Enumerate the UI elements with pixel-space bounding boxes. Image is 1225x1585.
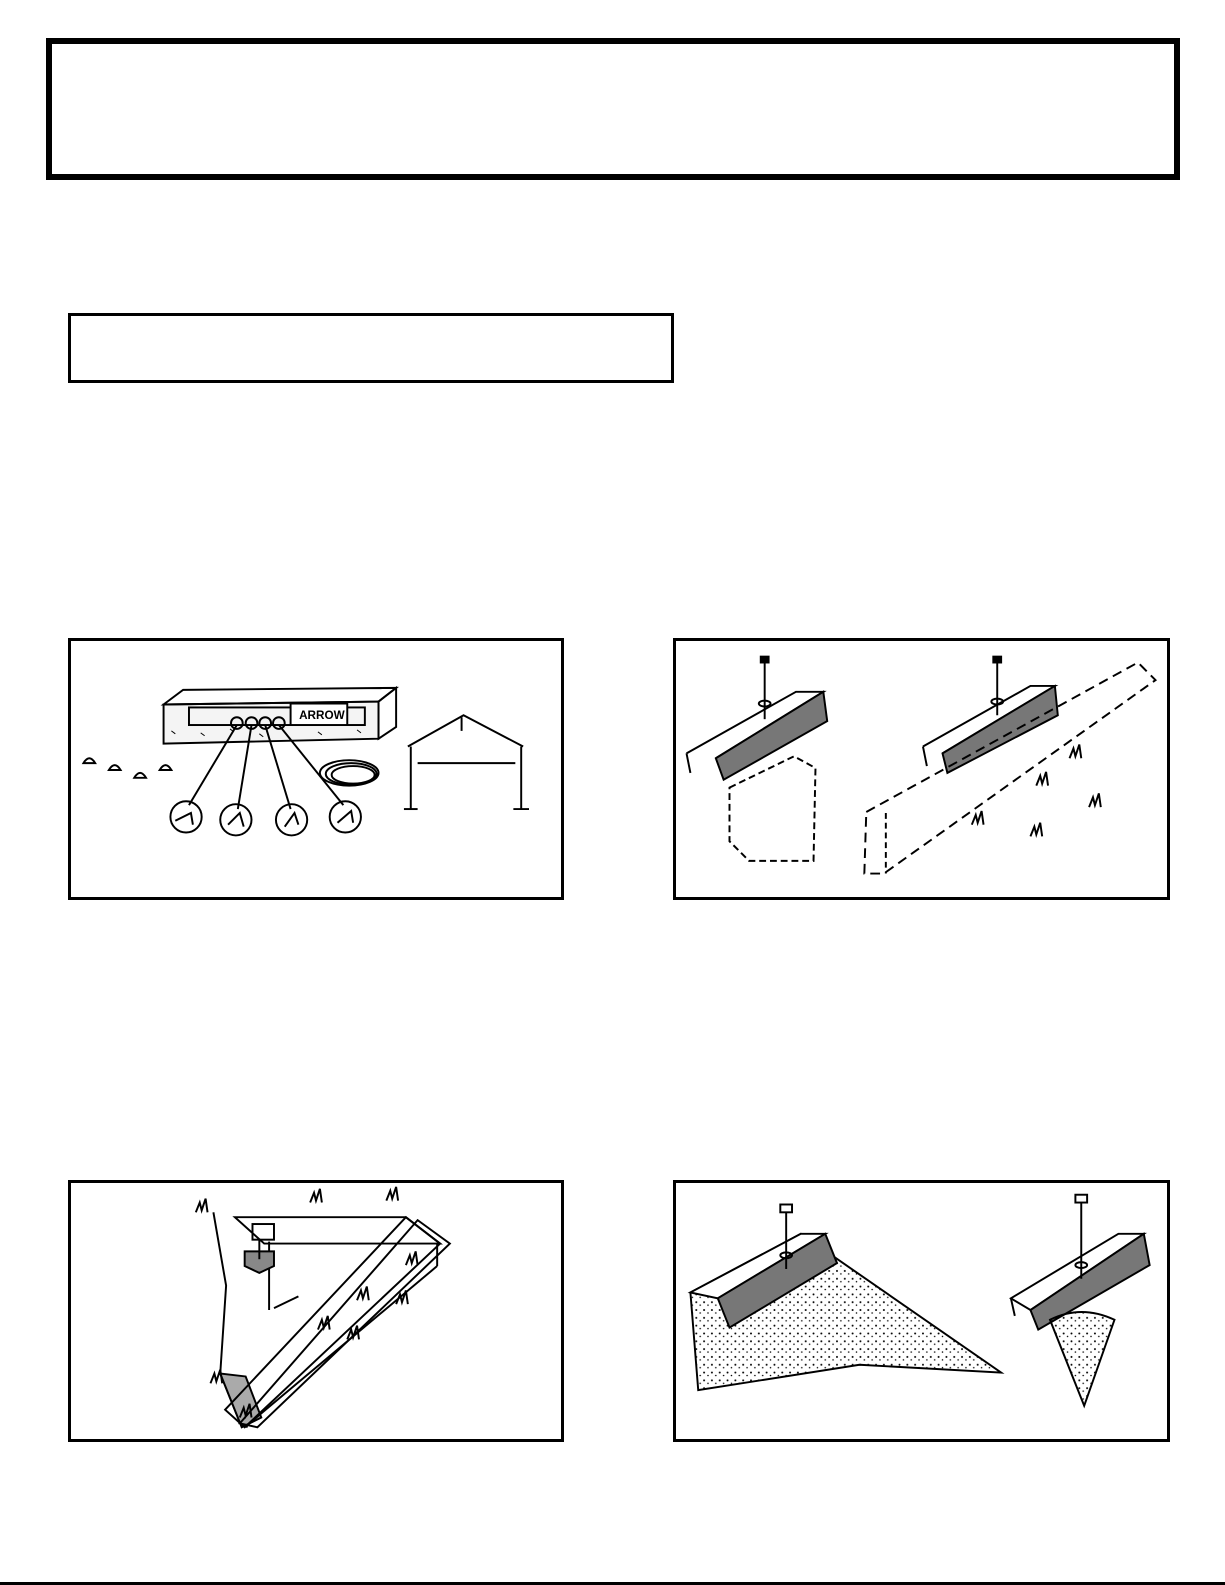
wood-anchoring-drawing — [676, 641, 1167, 897]
page-title-frame — [46, 38, 1180, 180]
frame-anchoring-illustration — [68, 1180, 564, 1442]
anchor-kit-drawing — [71, 641, 561, 897]
anchor-kit-illustration — [68, 638, 564, 900]
brand-logo-text: ARROW — [299, 709, 345, 723]
frame-anchoring-drawing — [71, 1183, 561, 1439]
section-heading-frame — [68, 313, 674, 383]
concrete-anchoring-illustration — [673, 1180, 1170, 1442]
concrete-anchoring-drawing — [676, 1183, 1167, 1439]
wood-anchoring-illustration — [673, 638, 1170, 900]
